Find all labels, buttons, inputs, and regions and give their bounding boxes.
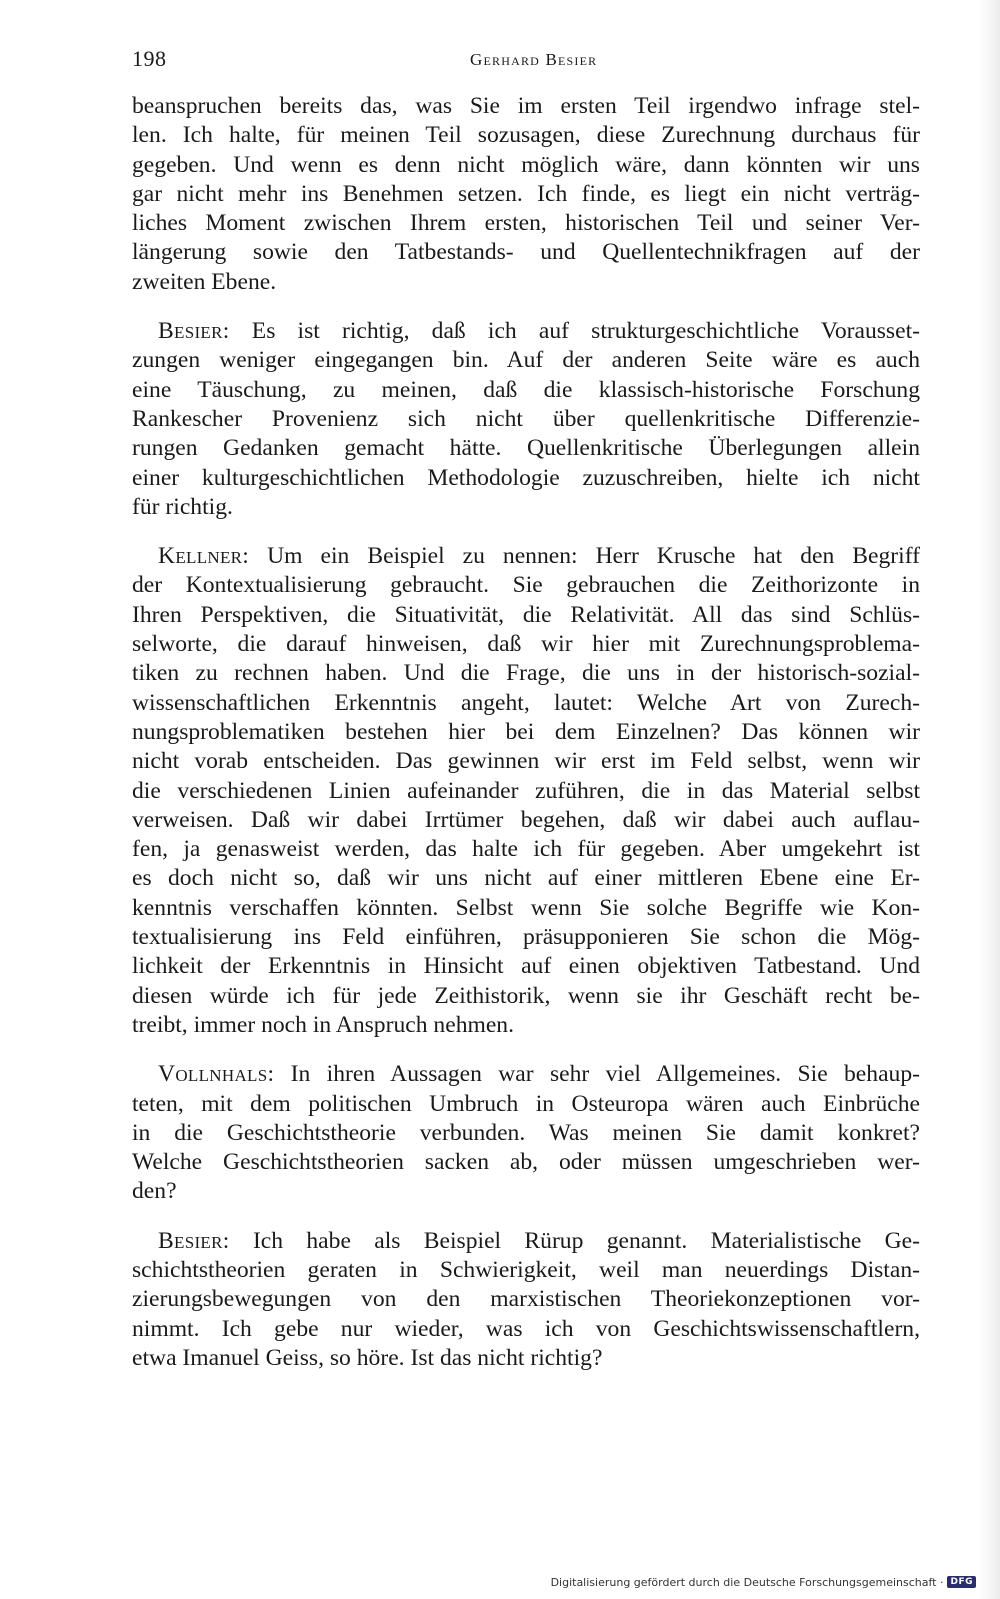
text-line [132,180,920,209]
line-text: etwa Imanuel Geiss, so höre. Ist das nicht richtig? [132,1344,603,1371]
line-text: wissenschaftlichen Erkenntnis angeht, lautet: Welche Art von Zurech- [132,689,920,716]
line-text: In ihren Aussagen war sehr viel Allgemeines. Sie behaup- [274,1061,920,1088]
line-text: Ihren Perspektiven, die Situativität, die Relativität. All das sind Schlüs- [132,601,920,628]
line-text: fen, ja genasweist werden, das halte ich für gegeben. Aber umgekehrt ist [132,836,920,863]
text-line [132,1177,920,1206]
text-line [132,747,920,776]
line-text: in die Geschichtstheorie verbunden. Was meinen Sie damit konkret? [132,1119,920,1146]
line-text: für richtig. [132,493,233,520]
text-line [132,405,920,434]
line-text: textualisierung ins Feld einführen, präsupponieren Sie schon die Mög- [132,924,920,951]
line-text: rungen Gedanken gemacht hätte. Quellenkritische Überlegungen allein [132,435,920,462]
line-text: zierungsbewegungen von den marxistischen Theoriekonzeptionen vor- [132,1286,920,1313]
text-line [132,601,920,630]
line-text: diesen würde ich für jede Zeithistorik, wenn sie ihr Geschäft recht be- [132,982,920,1009]
text-line [132,777,920,806]
line-text: teten, mit dem politischen Umbruch in Osteuropa wären auch Einbrüche [132,1090,920,1117]
paragraph [132,542,920,1040]
text-line [132,1315,920,1344]
line-text: kenntnis verschaffen könnten. Selbst wenn Sie solche Begriffe wie Kon- [132,894,920,921]
line-text: gar nicht mehr ins Benehmen setzen. Ich finde, es liegt ein nicht verträg- [132,180,920,207]
text-line [132,209,920,238]
text-line [132,659,920,688]
text-line [132,151,920,180]
text-line [132,718,920,747]
line-text: der Kontextualisierung gebraucht. Sie gebrauchen die Zeithorizonte in [132,572,920,599]
text-line [132,1119,920,1148]
paragraph [132,317,920,522]
paragraph [132,92,920,297]
text-line [132,92,920,121]
line-text: beanspruchen bereits das, was Sie im ersten Teil irgendwo infrage stel- [132,93,920,119]
line-text: schichtstheorien geraten in Schwierigkeit, weil man neuerdings Distan- [132,1256,920,1283]
text-line [132,864,920,893]
line-text: Welche Geschichtstheorien sacken ab, oder müssen umgeschrieben wer- [132,1149,920,1176]
text-line [132,923,920,952]
footer-text: Digitalisierung gefördert durch die Deutsche Forschungsgemeinschaft · [550,1575,944,1589]
digitization-footer [551,1573,976,1591]
line-text: zweiten Ebene. [132,268,277,295]
text-line [132,630,920,659]
line-text: nungsproblematiken bestehen hier bei dem Einzelnen? Das können wir [132,718,920,745]
text-line [132,346,920,375]
text-line [132,376,920,405]
text-line [132,542,920,571]
text-line [132,1011,920,1040]
page-header [132,46,922,78]
speaker-name: Besier: [158,318,230,345]
line-text: treibt, immer noch in Anspruch nehmen. [132,1011,515,1038]
line-text: Rankescher Provenienz sich nicht über quellenkritische Differenzie- [132,405,920,432]
text-line [132,571,920,600]
line-text: verweisen. Daß wir dabei Irrtümer begehen, daß wir dabei auch auflau- [132,806,920,833]
text-line [132,952,920,981]
line-text: liches Moment zwischen Ihrem ersten, historischen Teil und seiner Ver- [132,210,920,237]
running-head: Gerhard Besier [470,50,598,69]
line-text: gegeben. Und wenn es denn nicht möglich wäre, dann könnten wir uns [132,151,920,178]
line-text: die verschiedenen Linien aufeinander zuführen, die in das Material selbst [132,777,920,804]
page-gutter-shadow [978,0,1000,1599]
speaker-name: Besier: [158,1227,230,1254]
text-line [132,1090,920,1119]
text-line [132,238,920,267]
text-line [132,1227,920,1256]
line-text: len. Ich halte, für meinen Teil sozusagen, diese Zurechnung durchaus für [132,122,920,149]
line-text: zungen weniger eingegangen bin. Auf der anderen Seite wäre es auch [132,347,920,374]
line-text: Es ist richtig, daß ich auf strukturgeschichtliche Vorausset- [229,318,920,345]
text-line [132,1256,920,1285]
line-text: Ich habe als Beispiel Rürup genannt. Materialistische Ge- [229,1227,920,1254]
dfg-logo: DFG [947,1576,976,1588]
text-line [132,464,920,493]
text-line [132,434,920,463]
line-text: Um ein Beispiel zu nennen: Herr Krusche hat den Begriff [249,543,920,570]
text-line [132,806,920,835]
text-line [132,317,920,346]
line-text: einer kulturgeschichtlichen Methodologie zuzuschreiben, hielte ich nicht [132,464,920,491]
line-text: tiken zu rechnen haben. Und die Frage, die uns in der historisch-sozial- [132,660,920,687]
text-line [132,493,920,522]
line-text: nimmt. Ich gebe nur wieder, was ich von Geschichtswissenschaftlern, [132,1315,920,1342]
body-text [132,92,920,1373]
text-line [132,268,920,297]
text-line [132,1285,920,1314]
page-number: 198 [132,46,167,71]
text-line [132,1148,920,1177]
speaker-name: Kellner: [158,543,250,570]
line-text: längerung sowie den Tatbestands- und Quellentechnikfragen auf der [132,239,920,266]
line-text: nicht vorab entscheiden. Das gewinnen wir erst im Feld selbst, wenn wir [132,748,920,775]
text-line [132,1344,920,1373]
line-text: den? [132,1178,177,1205]
speaker-name: Vollnhals: [158,1061,275,1088]
paragraph [132,1060,920,1206]
text-line [132,121,920,150]
line-text: es doch nicht so, daß wir uns nicht auf einer mittleren Ebene eine Er- [132,865,920,892]
line-text: selworte, die darauf hinweisen, daß wir hier mit Zurechnungsproblema- [132,631,920,658]
text-line [132,982,920,1011]
text-line [132,835,920,864]
text-line [132,1060,920,1089]
paragraph [132,1227,920,1373]
line-text: eine Täuschung, zu meinen, daß die klassisch-historische Forschung [132,376,920,403]
line-text: lichkeit der Erkenntnis in Hinsicht auf einen objektiven Tatbestand. Und [132,953,920,980]
text-line [132,894,920,923]
text-line [132,689,920,718]
